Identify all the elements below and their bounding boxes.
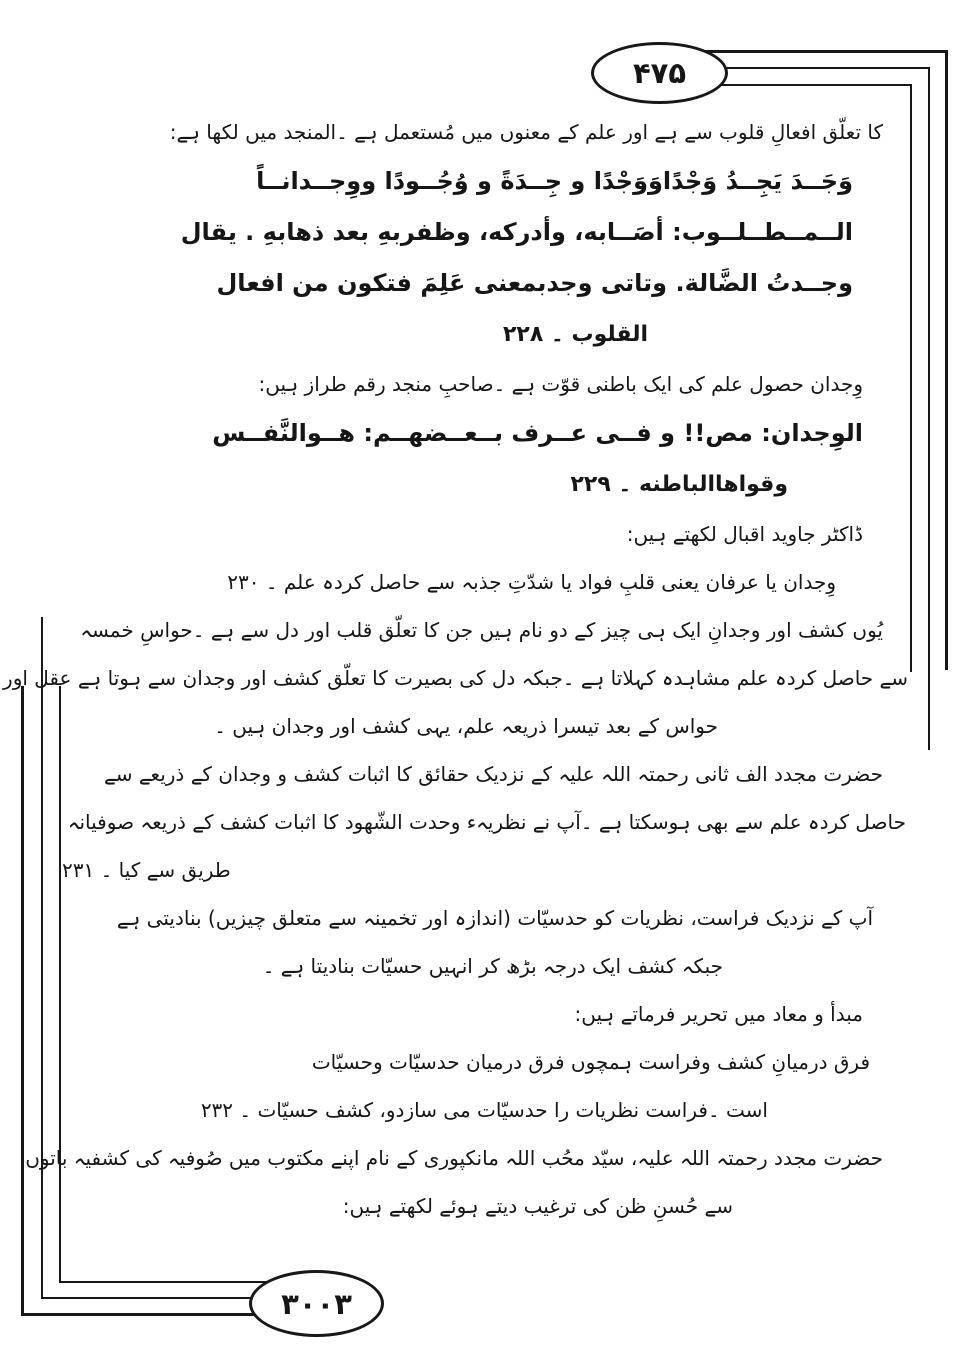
arabic-quote-line: الــمــطــلــوب: أصَــابه، وأدركه، وظفربهِ بعد ذهابهِ . يقال xyxy=(180,218,853,246)
border-right-line-inner xyxy=(910,84,912,672)
arabic-quote-line: الوِجدان: مص!! و فــی عــرف بــعــضهــم: هــوالنَّفــس xyxy=(212,419,863,447)
text-line: سے حُسنِ ظن کی ترغیب دیتے ہوئے لکھتے ہیں: xyxy=(342,1194,733,1218)
text-line: طریق سے کیا ۔ ۲۳۱ xyxy=(62,858,231,882)
text-line: حاصل کردہ علم سے بھی ہوسکتا ہے ۔آپ نے نظریہء وحدت الشّھود کا اثبات کشف کے ذریعہ صوفیانہ xyxy=(67,810,906,834)
text-line: حواس کے بعد تیسرا ذریعہ علم، یہی کشف اور وجدان ہیں ۔ xyxy=(214,714,718,738)
page-number-top: ۴۷۵ xyxy=(632,56,687,90)
text-line: کا تعلّق افعالِ قلوب سے ہے اور علم کے معنوں میں مُستعمل ہے ۔المنجد میں لکھا ہے: xyxy=(169,120,883,144)
border-right-line-outer xyxy=(945,50,948,670)
arabic-quote-line: القلوب ۔ ۲۲۸ xyxy=(502,322,648,347)
page-number-cartouche-top xyxy=(591,42,728,104)
text-line: حضرت مجدد رحمتہ اللہ علیہ، سیّد محُب اللہ مانکپوری کے نام اپنے مکتوب میں صُوفیہ کی کشفیہ باتوں xyxy=(25,1146,883,1170)
text-line: وِجدان یا عرفان یعنی قلبِ فواد یا شدّتِ جذبہ سے حاصل کردہ علم ۔ ۲۳۰ xyxy=(227,570,836,594)
text-line: آپ کے نزدیک فراست، نظریات کو حدسیّات (اندازہ اور تخمینہ سے متعلق چیزیں) بنادیتی ہے xyxy=(116,906,873,930)
arabic-quote-line: وَجَــدَ يَجِــدُ وَجْدًاوَوَجْدًا و جِــدَةً و وُجُــودًا ووِجــدانــاً xyxy=(256,167,853,195)
persian-quote-line: فرق درمیانِ کشف وفراست ہمچوں فرق درمیان حدسیّات وحسیّات xyxy=(311,1050,870,1074)
text-line: مبدأ و معاد میں تحریر فرماتے ہیں: xyxy=(574,1002,863,1026)
persian-quote-line: است ۔فراست نظریات را حدسیّات می سازدو، کشف حسیّات ۔ ۲۳۲ xyxy=(200,1098,768,1122)
arabic-quote-line: وقواهاالباطنه ۔ ۲۲۹ xyxy=(570,472,788,497)
arabic-quote-line: وجــدتُ الضَّالة. وتاتى وجدبمعنى عَلِمَ فتكون من افعال xyxy=(216,269,853,297)
page-number-cartouche-bottom xyxy=(249,1270,384,1337)
text-line: ڈاکٹر جاوید اقبال لکھتے ہیں: xyxy=(626,522,863,546)
text-line: سے حاصل کردہ علم مشاہدہ کہلاتا ہے ۔جبکہ دل کی بصیرت کا تعلّق کشف اور وجدان سے ہوتا ہے عقل اور xyxy=(3,666,908,690)
text-line: حضرت مجدد الف ثانی رحمتہ اللہ علیہ کے نزدیک حقائق کا اثبات کشف و وجدان کے ذریعے سے xyxy=(104,762,883,786)
page-number-bottom: ۳۰۰۳ xyxy=(281,1286,352,1321)
border-left-line-middle xyxy=(41,617,43,1299)
text-line: وِجدان حصول علم کی ایک باطنی قوّت ہے ۔صاحبِ منجد رقم طراز ہیں: xyxy=(258,372,863,396)
text-line: جبکہ کشف ایک درجہ بڑھ کر انہیں حسیّات بنادیتا ہے ۔ xyxy=(262,954,723,978)
text-line: یُوں کشف اور وجدانِ ایک ہی چیز کے دو نام ہیں جن کا تعلّق قلب اور دل سے ہے ۔حواسِ خمسہ xyxy=(80,618,883,642)
border-right-line-middle xyxy=(928,67,930,750)
border-left-line-outer xyxy=(21,686,24,1316)
text-block xyxy=(3,108,908,1230)
